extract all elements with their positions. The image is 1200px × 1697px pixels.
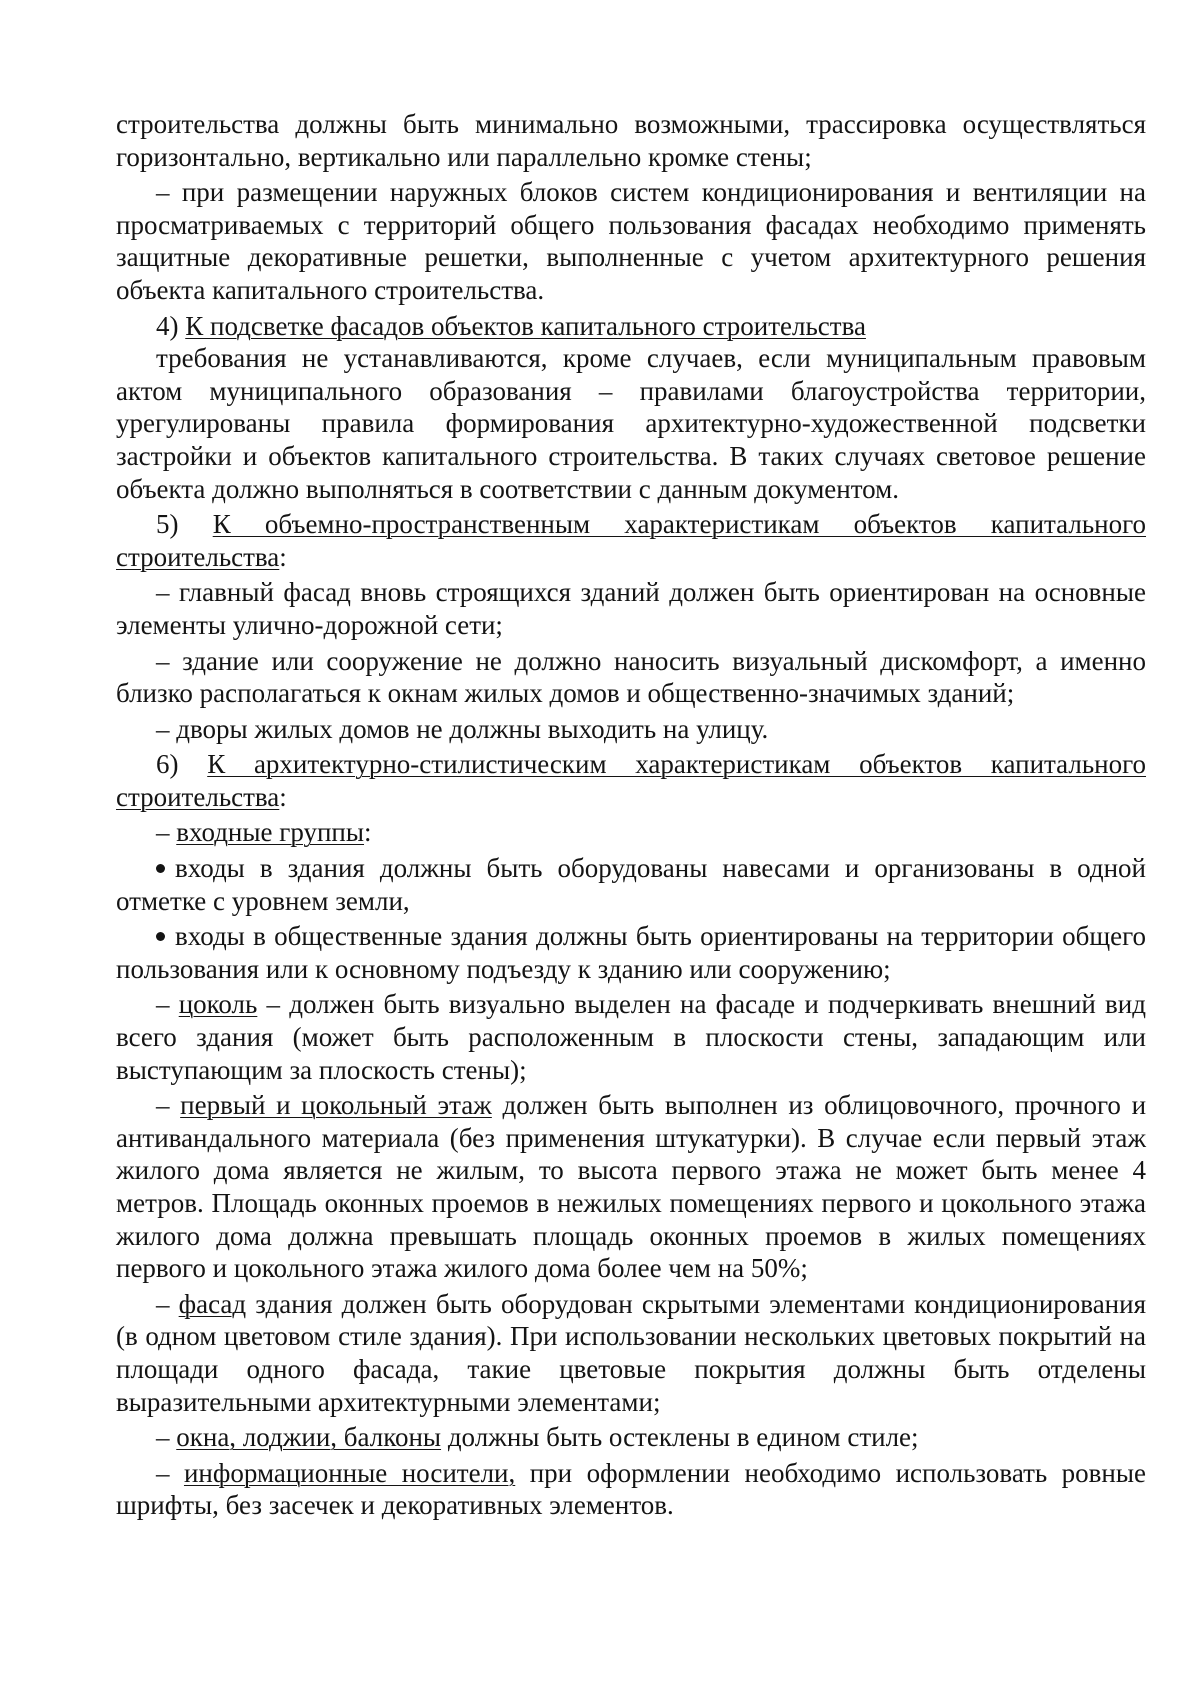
paragraph-first-floor: [116, 1089, 1146, 1285]
bullet-item-canopies: [116, 852, 1146, 917]
paragraph-plinth: [116, 988, 1146, 1086]
paragraph-info-carriers: [116, 1457, 1146, 1522]
section-5-number: 5): [156, 509, 179, 540]
paragraph-courtyards: – дворы жилых домов не должны выходить на улицу.: [156, 713, 769, 744]
paragraph-continuation: строительства должны быть минимально возможными, трассировка осуществляться горизонтально, вертикально или параллельно кромке стены;: [116, 109, 1146, 172]
section-5-heading: [116, 508, 1146, 573]
bullet-icon: [156, 864, 165, 873]
entry-groups-heading: [116, 816, 1146, 849]
section-6-heading: [116, 748, 1146, 813]
entry-groups-colon: :: [364, 817, 372, 848]
section-5-colon: :: [279, 541, 287, 572]
first-floor-text: должен быть выполнен из облицовочного, прочного и антивандального материала (без применения штукатурки). В случае если первый этаж жилого дома является не жилым, то высота первого этажа не может быть менее 4 метров. Площадь оконных проемов в нежилых помещениях первого и цокольного этажа жилого дома должна превышать площадь оконных проемов в жилых помещениях первого и цокольного этажа жилого дома более чем на 50%;: [116, 1090, 1147, 1284]
document-page: [116, 108, 1146, 1522]
info-text: при оформлении необходимо использовать ровные шрифты, без засечек и декоративных элементов.: [116, 1457, 1147, 1521]
section-4-title: К подсветке фасадов объектов капитального строительства: [185, 310, 866, 341]
section-4-heading: [116, 310, 1146, 343]
bullet-item-public-entrances: [116, 920, 1146, 985]
plinth-text: – должен быть визуально выделен на фасаде и подчеркивать внешний вид всего здания (может быть расположенным в плоскости стены, западающим или выступающим за плоскость стены);: [116, 989, 1146, 1085]
section-6-title: К архитектурно-стилистическим характеристикам объектов капитального строительства: [116, 749, 1147, 812]
paragraph-main-facade: – главный фасад вновь строящихся зданий должен быть ориентирован на основные элементы улично-дорожной сети;: [116, 577, 1146, 640]
windows-text: должны быть остеклены в едином стиле;: [447, 1422, 919, 1453]
section-6-number: 6): [156, 749, 179, 780]
bullet-item-public-entrances-text: входы в общественные здания должны быть ориентированы на территории общего пользования или к основному подъезду к зданию или сооружению;: [116, 921, 1146, 984]
plinth-dash: –: [156, 989, 170, 1020]
facade-label: фасад: [178, 1288, 247, 1319]
paragraph-windows: [116, 1421, 1146, 1454]
paragraph-grilles: – при размещении наружных блоков систем кондиционирования и вентиляции на просматриваемых с территорий общего пользования фасадах необходимо применять защитные декоративные решетки, выполненные с учетом архитектурного решения объекта капитального строительства.: [116, 177, 1146, 305]
windows-label: окна, лоджии, балконы: [176, 1422, 442, 1453]
bullet-item-canopies-text: входы в здания должны быть оборудованы навесами и организованы в одной отметке с уровнем земли,: [116, 853, 1146, 916]
first-floor-label: первый и цокольный этаж: [180, 1090, 492, 1121]
section-6-colon: :: [279, 781, 287, 812]
section-5-title: К объемно-пространственным характеристикам объектов капитального строительства: [116, 509, 1147, 572]
paragraph-visual-discomfort: – здание или сооружение не должно наносить визуальный дискомфорт, а именно близко располагаться к окнам жилых домов и общественно-значимых зданий;: [116, 645, 1146, 709]
plinth-label: цоколь: [178, 989, 258, 1020]
bullet-icon: [156, 932, 165, 941]
entry-groups-dash: –: [156, 817, 170, 848]
entry-groups-label: входные группы: [176, 817, 365, 848]
windows-dash: –: [156, 1422, 170, 1453]
info-dash: –: [156, 1457, 170, 1488]
facade-dash: –: [156, 1288, 170, 1319]
first-floor-dash: –: [156, 1090, 170, 1121]
section-4-number: 4): [156, 310, 179, 341]
facade-text: здания должен быть оборудован скрытыми элементами кондиционирования (в одном цветовом стиле здания). При использовании нескольких цветовых покрытий на площади одного фасада, такие цветовые покрытия должны быть отделены выразительными архитектурными элементами;: [116, 1288, 1146, 1417]
paragraph-facade: [116, 1288, 1146, 1418]
info-label: информационные носители,: [183, 1457, 516, 1488]
paragraph-lighting: требования не устанавливаются, кроме случаев, если муниципальным правовым актом муниципального образования – правилами благоустройства территории, урегулированы правила формирования архитектурно-художественной подсветки застройки и объектов капитального строительства. В таких случаях световое решение объекта должно выполняться в соответствии с данным документом.: [116, 343, 1146, 504]
